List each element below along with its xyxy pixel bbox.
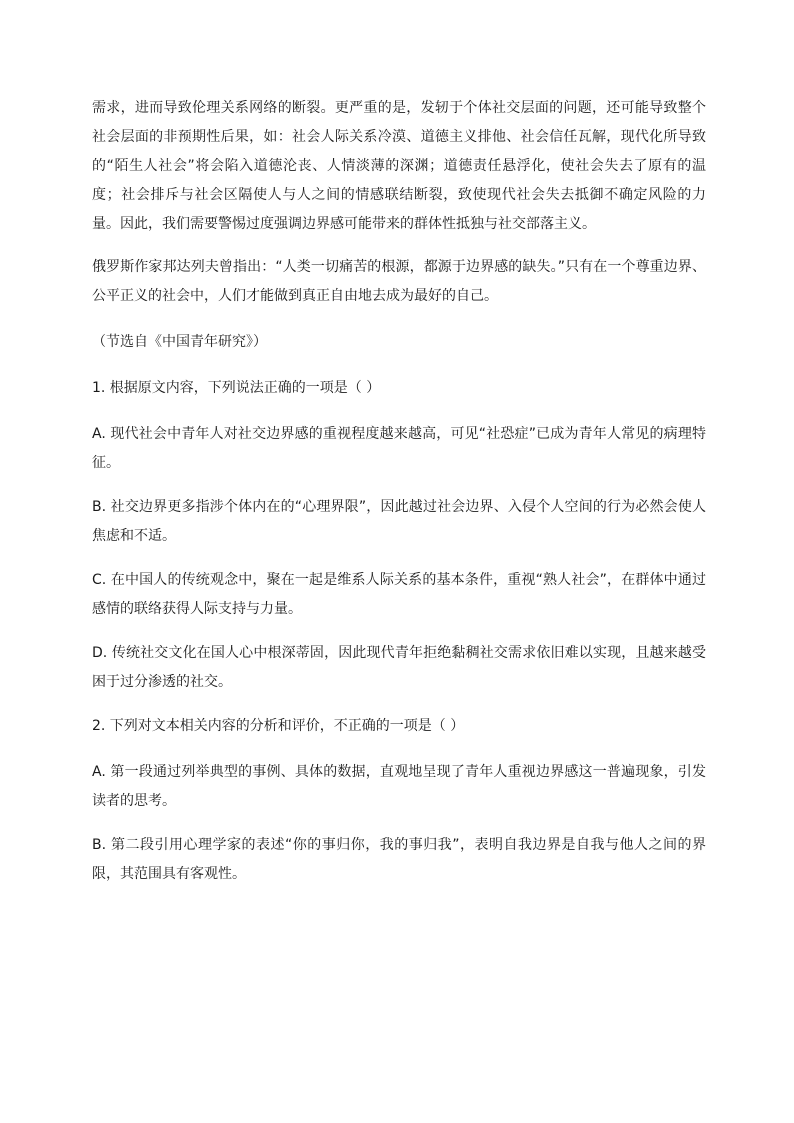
- document-page: [92, 94, 706, 904]
- question-1-option-b: B. 社交边界更多指涉个体内在的“心理界限”，因此越过社会边界、入侵个人空间的行为必然会使人焦虑和不适。: [92, 499, 706, 544]
- question-1-stem: 1. 根据原文内容，下列说法正确的一项是（ ）: [92, 380, 381, 396]
- question-2-option-a: A. 第一段通过列举典型的事例、具体的数据，直观地呈现了青年人重视边界感这一普遍现象，引发读者的思考。: [92, 764, 706, 809]
- question-1-option-c: C. 在中国人的传统观念中，聚在一起是维系人际关系的基本条件，重视“熟人社会”，在群体中通过感情的联络获得人际支持与力量。: [92, 572, 706, 617]
- passage-paragraph-2: 俄罗斯作家邦达列夫曾指出：“人类一切痛苦的根源，都源于边界感的缺失。”只有在一个尊重边界、公平正义的社会中，人们才能做到真正自由地去成为最好的自己。: [92, 259, 706, 304]
- question-1-option-d: D. 传统社交文化在国人心中根深蒂固，因此现代青年拒绝黏稠社交需求依旧难以实现，且越来越受困于过分渗透的社交。: [92, 645, 706, 690]
- passage-source: （节选自《中国青年研究》）: [92, 334, 267, 350]
- question-1-option-a: A. 现代社会中青年人对社交边界感的重视程度越来越高，可见“社恐症”已成为青年人常见的病理特征。: [92, 426, 706, 471]
- question-2-stem: 2. 下列对文本相关内容的分析和评价，不正确的一项是（ ）: [92, 718, 465, 734]
- passage-paragraph-1: 需求，进而导致伦理关系网络的断裂。更严重的是，发轫于个体社交层面的问题，还可能导致整个社会层面的非预期性后果，如：社会人际关系冷漠、道德主义排他、社会信任瓦解，现代化所导致的“陌生人社会”将会陷入道德沦丧、人情淡薄的深渊；道德责任悬浮化，使社会失去了原有的温度；社会排斥与社会区隔使人与人之间的情感联结断裂，致使现代社会失去抵御不确定风险的力量。因此，我们需要警惕过度强调边界感可能带来的群体性抵独与社交部落主义。: [92, 100, 706, 232]
- question-2-option-b: B. 第二段引用心理学家的表述“你的事归你，我的事归我”，表明自我边界是自我与他人之间的界限，其范围具有客观性。: [92, 837, 706, 882]
